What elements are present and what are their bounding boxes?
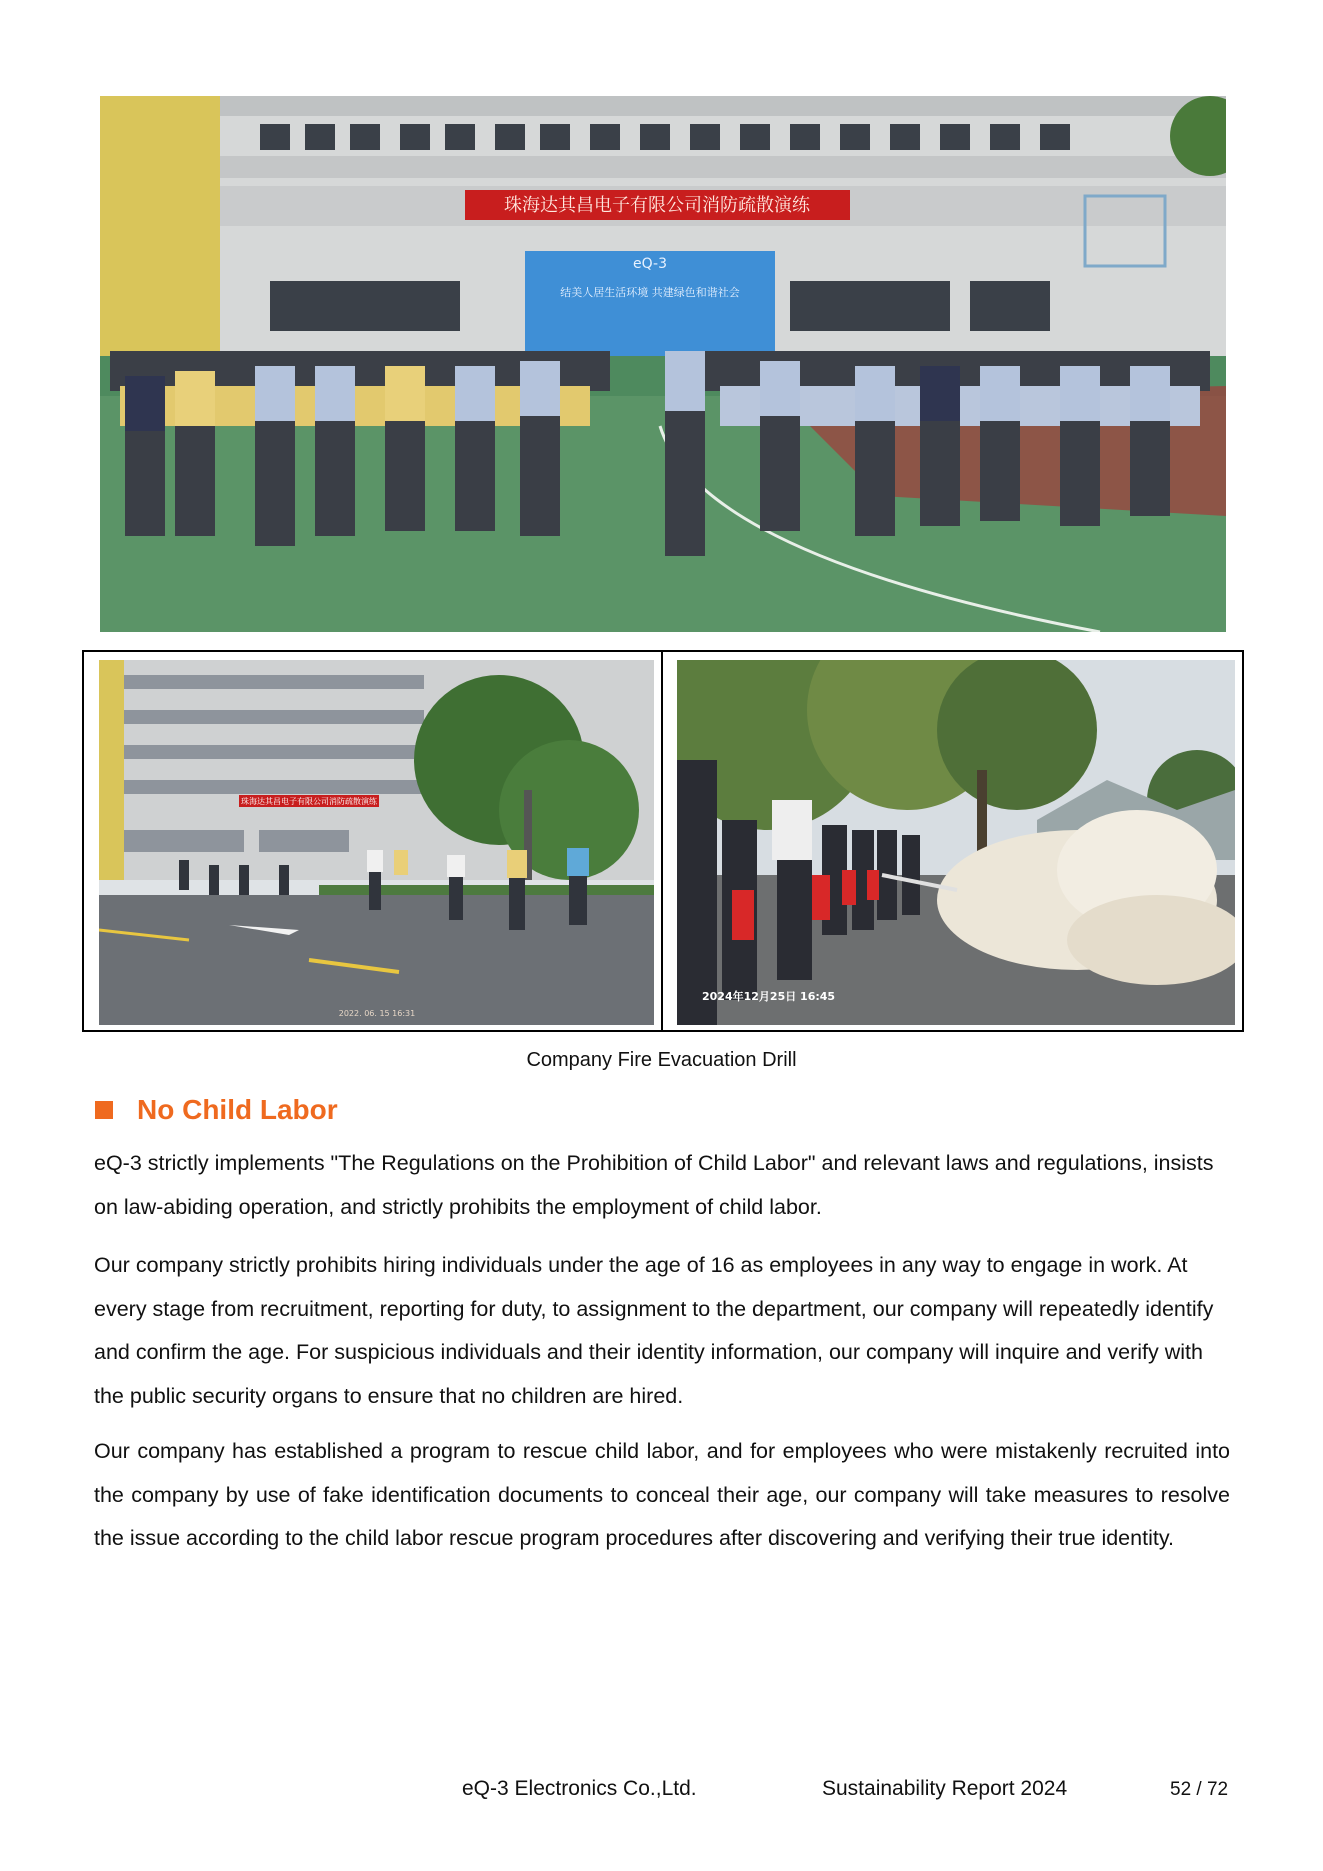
footer-company-name: eQ-3 Electronics Co.,Ltd. — [462, 1777, 697, 1800]
fire-drill-assembly-photo — [100, 96, 1226, 632]
paragraph-2-block — [94, 1244, 1230, 1418]
paragraph: eQ-3 strictly implements "The Regulations on the Prohibition of Child Labor" and relevant laws and regulations, insists on law-abiding operation, and strictly prohibits the employment of child labor. — [94, 1151, 1214, 1219]
main-banner-text: 珠海达其昌电子有限公司消防疏散演练 — [504, 195, 810, 216]
building-sign-text: 珠海达其昌电子有限公司消防疏散演练 — [241, 797, 377, 806]
photo-frame-divider — [661, 650, 663, 1032]
square-bullet-icon — [95, 1101, 113, 1119]
fire-extinguisher-drill-photo — [677, 660, 1235, 1025]
backdrop-logo-text: eQ-3 — [633, 256, 667, 272]
left-photo-timestamp: 2022. 06. 15 16:31 — [338, 1009, 416, 1018]
footer-report-title: Sustainability Report 2024 — [822, 1777, 1068, 1800]
backdrop-slogan-text: 结美人居生活环境 共建绿色和谐社会 — [560, 286, 740, 299]
paragraph: Our company has established a program to rescue child labor, and for employees who were mistakenly recruited into the company by use of fake identification documents to conceal their age, our company will take measures to resolve the issue according to the child labor rescue program procedures after discovering and verifying their true identity. — [94, 1439, 1230, 1550]
right-photo-timestamp: 2024年12月25日 16:45 — [702, 990, 836, 1003]
paragraph-3-block — [94, 1430, 1230, 1561]
paragraph-1-block — [94, 1142, 1230, 1229]
page-number: 52 / 72 — [1170, 1779, 1229, 1800]
section-title: No Child Labor — [137, 1094, 338, 1125]
evacuation-running-photo — [99, 660, 654, 1025]
photo-caption: Company Fire Evacuation Drill — [526, 1049, 797, 1071]
section-heading — [95, 1094, 338, 1126]
paragraph: Our company strictly prohibits hiring individuals under the age of 16 as employees in any way to engage in work. At every stage from recruitment, reporting for duty, to assignment to the department, our company will repeatedly identify and confirm the age. For suspicious individuals and their identity information, our company will inquire and verify with the public security organs to ensure that no children are hired. — [94, 1253, 1214, 1408]
